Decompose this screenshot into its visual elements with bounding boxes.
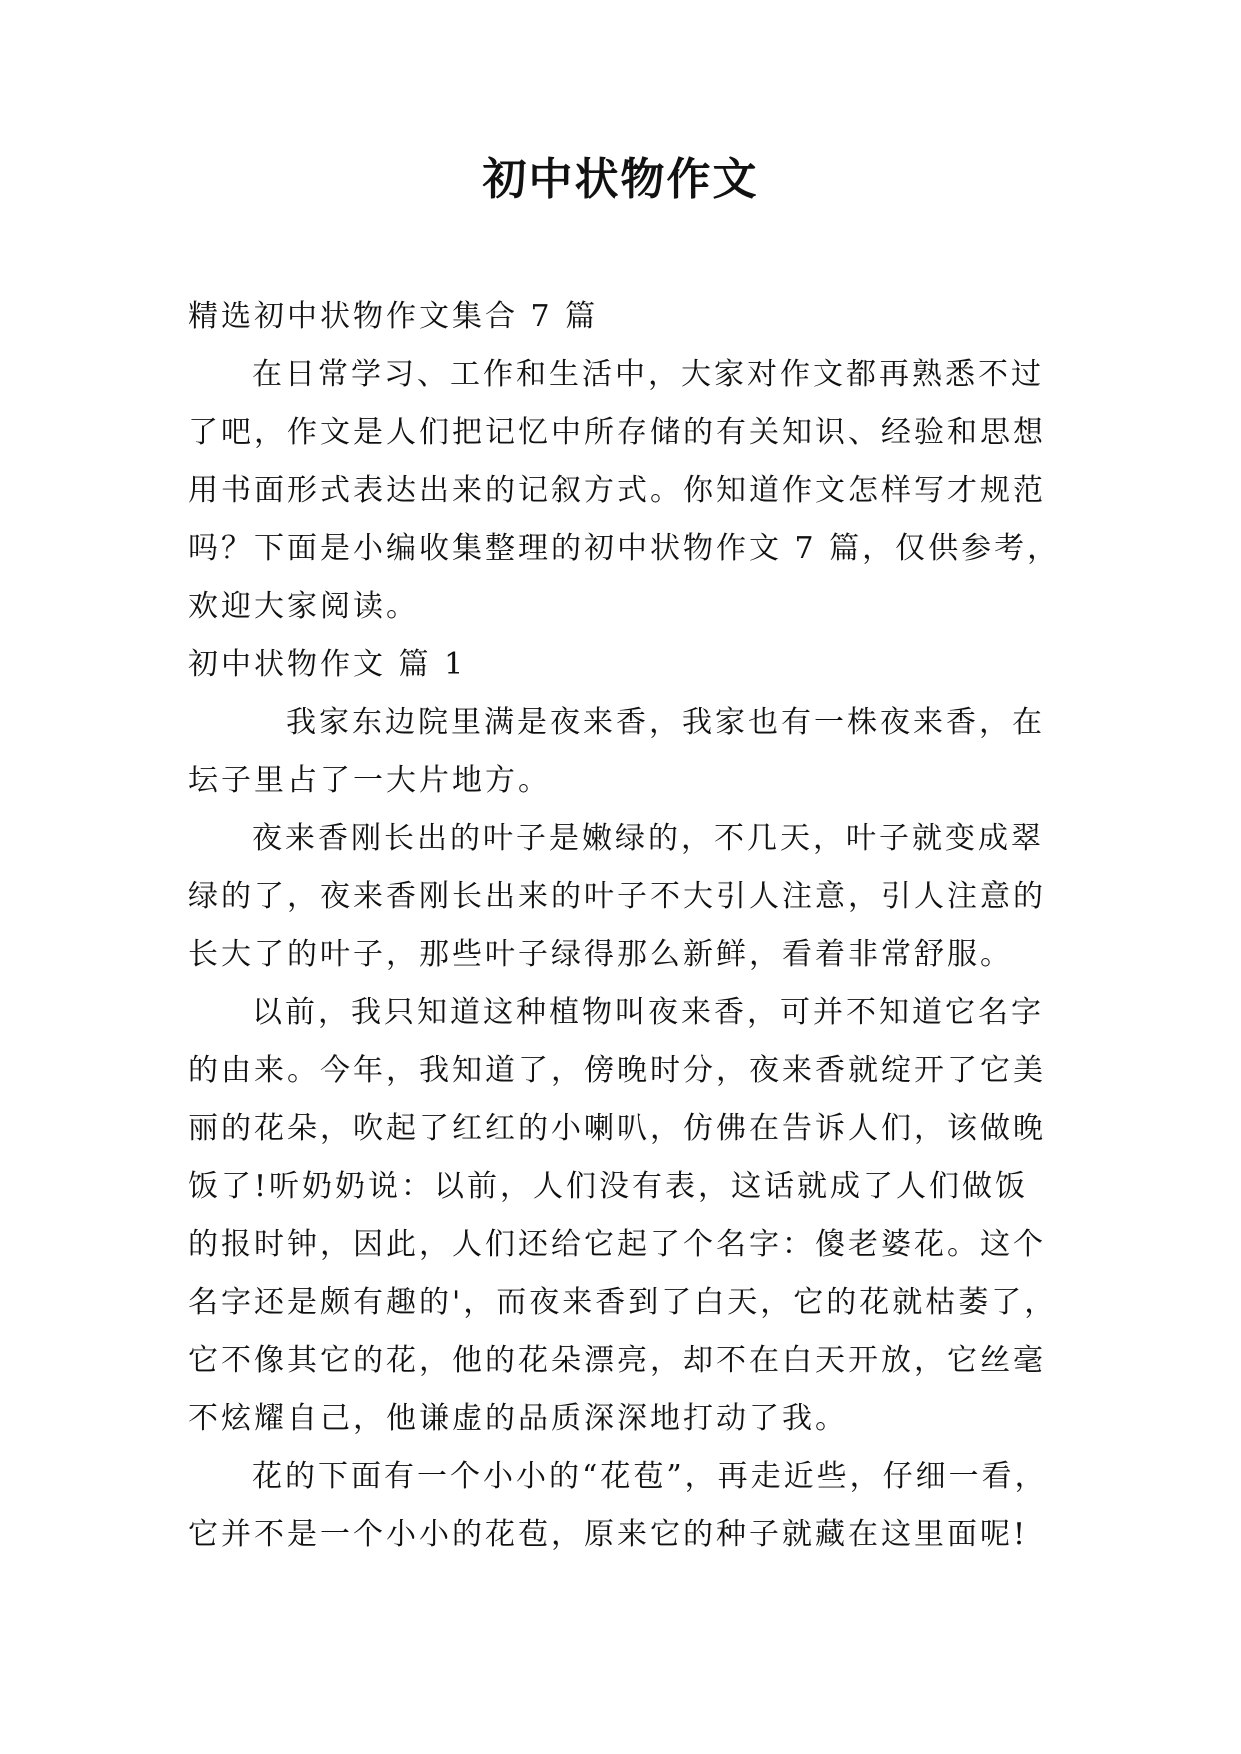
document-body <box>188 288 1061 1564</box>
text-line: 花的下面有一个小小的“花苞”，再走近些，仔细一看， <box>252 1459 1048 1494</box>
text-line: 精选初中状物作文集合 7 篇 <box>188 299 599 334</box>
text-line: 名字还是颇有趣的'，而夜来香到了白天，它的花就枯萎了， <box>188 1285 1058 1320</box>
text-line: 长大了的叶子，那些叶子绿得那么新鲜，看着非常舒服。 <box>188 937 1013 972</box>
text-line: 坛子里占了一大片地方。 <box>188 763 551 798</box>
text-line: 它并不是一个小小的花苞，原来它的种子就藏在这里面呢! <box>188 1517 1029 1552</box>
text-line: 了吧，作文是人们把记忆中所存储的有关知识、经验和思想 <box>188 415 1046 450</box>
text-line: 欢迎大家阅读。 <box>188 589 419 624</box>
text-line: 饭了!听奶奶说：以前，人们没有表，这话就成了人们做饭 <box>188 1169 1029 1204</box>
text-line: 吗？下面是小编收集整理的初中状物作文 7 篇，仅供参考， <box>188 531 1061 566</box>
text-line: 的报时钟，因此，人们还给它起了个名字：傻老婆花。这个 <box>188 1227 1046 1262</box>
document-title: 初中状物作文 <box>482 154 759 205</box>
text-line: 丽的花朵，吹起了红红的小喇叭，仿佛在告诉人们，该做晚 <box>188 1111 1046 1146</box>
text-line: 不炫耀自己，他谦虚的品质深深地打动了我。 <box>188 1401 848 1436</box>
text-line: 以前，我只知道这种植物叫夜来香，可并不知道它名字 <box>252 995 1044 1030</box>
text-line: 初中状物作文 篇 1 <box>188 647 467 682</box>
text-line: 我家东边院里满是夜来香，我家也有一株夜来香，在 <box>286 705 1045 740</box>
text-line: 的由来。今年，我知道了，傍晚时分，夜来香就绽开了它美 <box>188 1053 1046 1088</box>
text-line: 用书面形式表达出来的记叙方式。你知道作文怎样写才规范 <box>188 473 1046 508</box>
text-line: 它不像其它的花，他的花朵漂亮，却不在白天开放，它丝毫 <box>188 1343 1046 1378</box>
text-line: 在日常学习、工作和生活中，大家对作文都再熟悉不过 <box>252 357 1044 392</box>
text-line: 夜来香刚长出的叶子是嫩绿的，不几天，叶子就变成翠 <box>252 821 1044 856</box>
text-line: 绿的了，夜来香刚长出来的叶子不大引人注意，引人注意的 <box>188 879 1046 914</box>
